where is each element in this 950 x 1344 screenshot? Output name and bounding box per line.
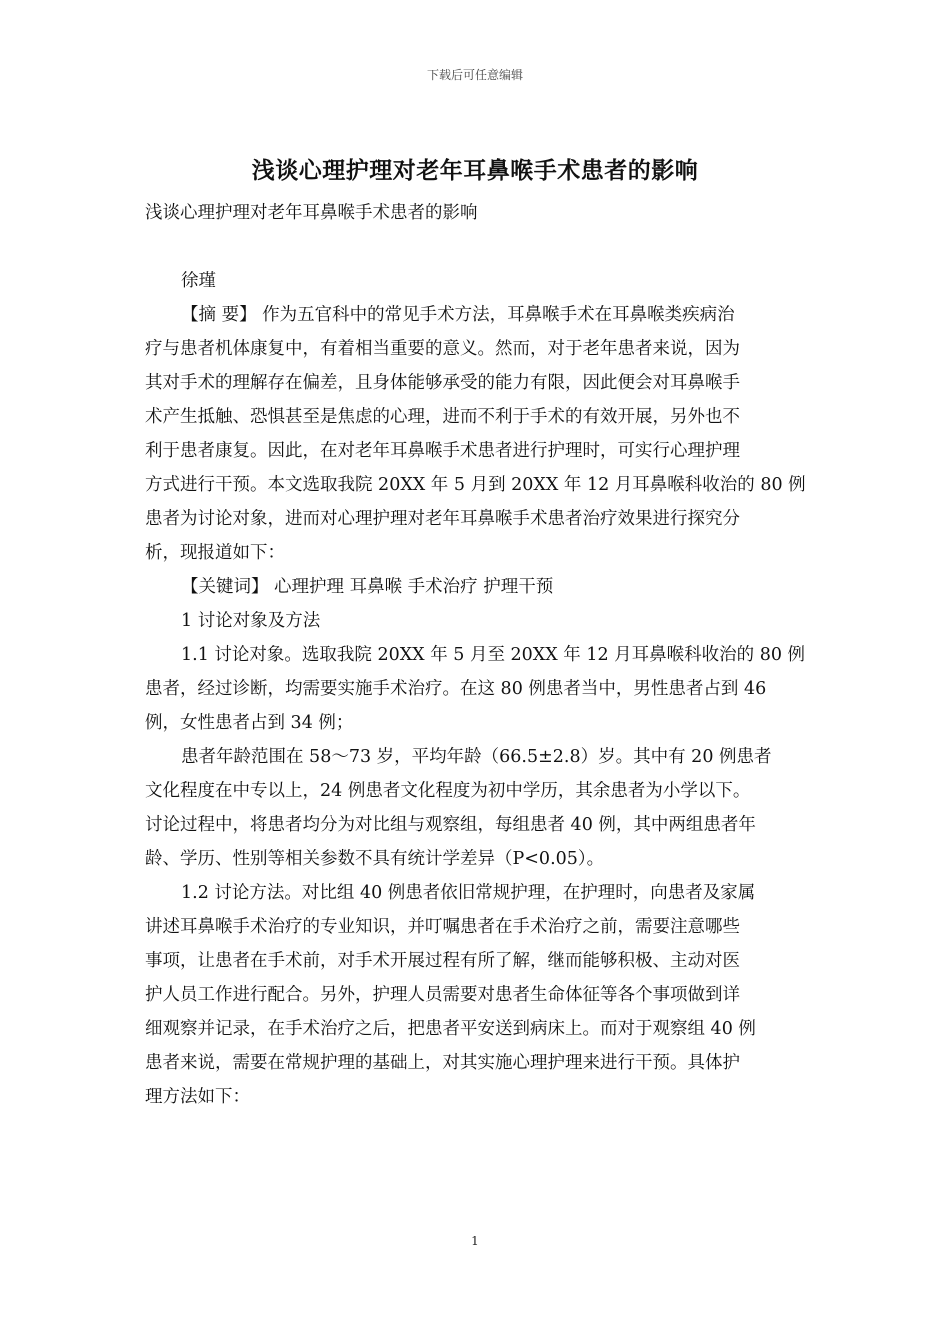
document-title: 浅谈心理护理对老年耳鼻喉手术患者的影响 [251, 157, 699, 184]
author-name: 徐瑾 [181, 271, 216, 291]
paragraph-line: 龄、学历、性别等相关参数不具有统计学差异（P<0.05）。 [145, 849, 605, 869]
paragraph-line: 文化程度在中专以上，24 例患者文化程度为初中学历，其余患者为小学以下。 [145, 781, 751, 801]
abstract-line: 利于患者康复。因此，在对老年耳鼻喉手术患者进行护理时，可实行心理护理 [145, 441, 740, 461]
abstract-line: 疗与患者机体康复中，有着相当重要的意义。然而，对于老年患者来说，因为 [145, 339, 740, 359]
paragraph-line: 1.2 讨论方法。对比组 40 例患者依旧常规护理，在护理时，向患者及家属 [181, 883, 756, 903]
paragraph-line: 患者年龄范围在 58～73 岁，平均年龄（66.5±2.8）岁。其中有 20 例患者 [181, 747, 772, 767]
paragraph-line: 细观察并记录，在手术治疗之后，把患者平安送到病床上。而对于观察组 40 例 [145, 1019, 756, 1039]
abstract-line: 析，现报道如下： [145, 543, 285, 563]
paragraph-line: 事项，让患者在手术前，对手术开展过程有所了解，继而能够积极、主动对医 [145, 951, 740, 971]
abstract-line: 【摘 要】 作为五官科中的常见手术方法，耳鼻喉手术在耳鼻喉类疾病治 [181, 305, 735, 325]
keywords-line: 【关键词】 心理护理 耳鼻喉 手术治疗 护理干预 [181, 577, 554, 597]
paragraph-line: 理方法如下： [145, 1087, 250, 1107]
paragraph-line: 讨论过程中，将患者均分为对比组与观察组，每组患者 40 例，其中两组患者年 [145, 815, 756, 835]
section-heading: 1 讨论对象及方法 [181, 611, 321, 631]
paragraph-line: 例，女性患者占到 34 例； [145, 713, 354, 733]
abstract-line: 方式进行干预。本文选取我院 20XX 年 5 月到 20XX 年 12 月耳鼻喉科收治的 80 例 [145, 475, 806, 495]
paragraph-line: 1.1 讨论对象。选取我院 20XX 年 5 月至 20XX 年 12 月耳鼻喉科收治的 80 例 [181, 645, 806, 665]
page-number: 1 [471, 1234, 479, 1248]
spacer [145, 230, 809, 264]
abstract-line: 患者为讨论对象，进而对心理护理对老年耳鼻喉手术患者治疗效果进行探究分 [145, 509, 740, 529]
page-header-note: 下载后可任意编辑 [426, 68, 523, 82]
abstract-line: 术产生抵触、恐惧甚至是焦虑的心理，进而不利于手术的有效开展，另外也不 [145, 407, 740, 427]
paragraph-line: 患者来说，需要在常规护理的基础上，对其实施心理护理来进行干预。具体护 [145, 1053, 740, 1073]
document-body [145, 196, 809, 1114]
paragraph-line: 患者，经过诊断，均需要实施手术治疗。在这 80 例患者当中，男性患者占到 46 [145, 679, 767, 699]
abstract-line: 其对手术的理解存在偏差，且身体能够承受的能力有限，因此便会对耳鼻喉手 [145, 373, 740, 393]
paragraph-line: 讲述耳鼻喉手术治疗的专业知识，并叮嘱患者在手术治疗之前，需要注意哪些 [145, 917, 740, 937]
paragraph-line: 护人员工作进行配合。另外，护理人员需要对患者生命体征等各个事项做到详 [145, 985, 740, 1005]
subtitle: 浅谈心理护理对老年耳鼻喉手术患者的影响 [145, 203, 478, 223]
